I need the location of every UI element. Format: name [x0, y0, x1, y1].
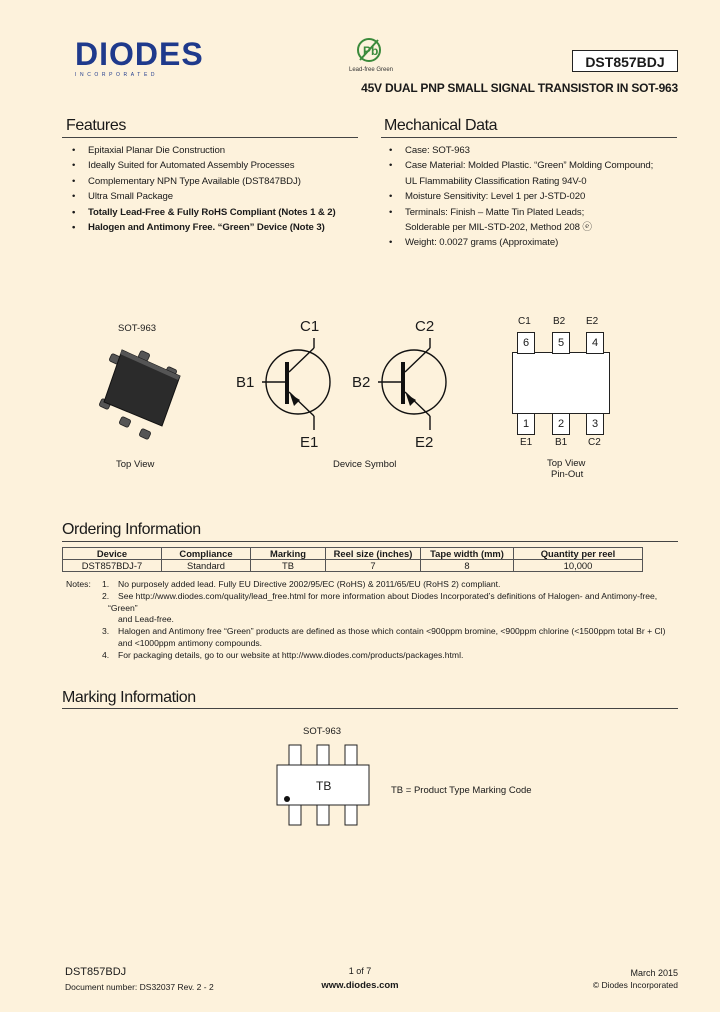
t2-collector-label: C2 — [415, 318, 435, 335]
part-number-box: DST857BDJ — [572, 50, 678, 72]
feature-item: • Complementary NPN Type Available (DST847BDJ) — [64, 174, 360, 189]
top-view-caption: Top View — [116, 459, 155, 470]
lead-free-badge — [346, 36, 396, 76]
pin-5: 5 — [552, 332, 570, 354]
mechanical-item — [381, 235, 681, 250]
note-text: and Lead-free. — [118, 614, 174, 625]
mechanical-item — [381, 205, 681, 236]
note-line — [66, 638, 676, 650]
footer-date: March 2015 — [630, 968, 678, 978]
table-cell: Standard — [162, 560, 251, 572]
table-cell: 7 — [326, 560, 421, 572]
footer-website-link[interactable]: www.diodes.com — [321, 980, 399, 991]
note-line — [66, 579, 676, 591]
t1-collector-label: C1 — [300, 318, 320, 335]
logo-text: DIODES — [75, 36, 204, 72]
pin-6: 6 — [517, 332, 535, 354]
table-cell: 8 — [421, 560, 514, 572]
note-line — [66, 626, 676, 638]
feature-item: • Ultra Small Package — [64, 189, 360, 204]
pin-2: 2 — [552, 413, 570, 435]
table-header: Marking — [251, 548, 326, 560]
t2-emitter-label: E2 — [415, 434, 434, 451]
pin-3: 3 — [586, 413, 604, 435]
table-cell: DST857BDJ-7 — [63, 560, 162, 572]
marking-code: TB — [316, 779, 332, 793]
mechanical-text-cont: UL Flammability Classification Rating 94V-0 — [405, 175, 587, 187]
pin-1: 1 — [517, 413, 535, 435]
note-number: 2. — [102, 590, 110, 601]
pin-4-name: E2 — [586, 316, 599, 327]
t1-emitter-label: E1 — [300, 434, 319, 451]
note-number: 1. — [102, 579, 110, 589]
feature-item: • Totally Lead-Free & Fully RoHS Compliant (Notes 1 & 2) — [64, 205, 360, 220]
feature-item: • Epitaxial Planar Die Construction — [64, 143, 360, 158]
marking-legend: TB = Product Type Marking Code — [391, 785, 532, 796]
footer-page-number: 1 of 7 — [348, 966, 372, 976]
lead-free-label: Lead-free Green — [348, 67, 394, 73]
diodes-logo — [75, 38, 205, 78]
ordering-table — [62, 547, 643, 572]
feature-item: • Ideally Suited for Automated Assembly Processes — [64, 158, 360, 173]
device-symbol-caption: Device Symbol — [333, 459, 397, 470]
ordering-divider — [62, 541, 678, 542]
pin-2-name: B1 — [555, 437, 568, 448]
note-text: For packaging details, go to our website at http://www.diodes.com/products/packages.html. — [118, 649, 464, 660]
table-header: Quantity per reel — [514, 548, 643, 560]
mechanical-item — [381, 143, 681, 158]
t1-base-label: B1 — [236, 374, 255, 391]
mechanical-text: Weight: 0.0027 grams (Approximate) — [405, 237, 559, 249]
mechanical-title: Mechanical Data — [384, 117, 498, 134]
pin-5-name: B2 — [553, 316, 566, 327]
features-title: Features — [66, 117, 126, 134]
table-header-row — [63, 548, 643, 560]
pin-3-name: C2 — [588, 437, 601, 448]
mechanical-divider — [381, 137, 677, 138]
package-drawing — [92, 340, 192, 445]
footer-part-number: DST857BDJ — [65, 966, 127, 978]
pin-1-name: E1 — [520, 437, 533, 448]
mechanical-list — [381, 143, 681, 251]
pin-4: 4 — [586, 332, 604, 354]
logo-subtext: INCORPORATED — [75, 72, 159, 78]
feature-item: • Halogen and Antimony Free. “Green” Device (Note 3) — [64, 220, 360, 235]
features-list — [64, 143, 360, 235]
table-cell: TB — [251, 560, 326, 572]
table-row — [63, 560, 643, 572]
page-subtitle: 45V DUAL PNP SMALL SIGNAL TRANSISTOR IN SOT-963 — [361, 81, 678, 95]
svg-text:Pb: Pb — [363, 44, 379, 58]
features-divider — [62, 137, 358, 138]
marking-divider — [62, 708, 678, 709]
mechanical-text: Terminals: Finish – Matte Tin Plated Leads; — [405, 206, 585, 218]
mechanical-item — [381, 189, 681, 204]
marking-title: Marking Information — [62, 689, 196, 706]
footer-document-number: Document number: DS32037 Rev. 2 - 2 — [65, 982, 214, 992]
note-line — [66, 591, 676, 615]
note-number: 4. — [102, 649, 110, 660]
table-header: Device — [63, 548, 162, 560]
marking-package-label: SOT-963 — [303, 726, 342, 737]
note-text: and <1000ppm antimony compounds. — [118, 637, 263, 648]
table-header: Compliance — [162, 548, 251, 560]
note-text: See http://www.diodes.com/quality/lead_free.html for more information about Diodes Incorporated’s definitions of Halogen- and Antimony-free, “Green” — [108, 590, 658, 613]
notes-label: Notes: — [66, 579, 91, 589]
package-label: SOT-963 — [118, 323, 157, 334]
note-line — [66, 614, 676, 626]
pin-6-name: C1 — [518, 316, 531, 327]
mechanical-item — [381, 158, 681, 189]
note-line — [66, 650, 676, 662]
mechanical-text: Case Material: Molded Plastic. “Green” Molding Compound; — [405, 160, 654, 172]
note-number: 3. — [102, 626, 110, 637]
mechanical-text: Case: SOT-963 — [405, 145, 470, 156]
table-header: Reel size (inches) — [326, 548, 421, 560]
pinout-caption-top: Top View — [547, 458, 586, 469]
pinout-caption-bottom: Pin-Out — [551, 469, 584, 480]
mechanical-text: Moisture Sensitivity: Level 1 per J-STD-020 — [405, 191, 586, 203]
table-header: Tape width (mm) — [421, 548, 514, 560]
t2-base-label: B2 — [352, 374, 371, 391]
lead-free-icon — [356, 36, 386, 64]
ordering-title: Ordering Information — [62, 521, 201, 538]
footer-copyright: © Diodes Incorporated — [592, 980, 678, 990]
ordering-notes — [66, 579, 676, 662]
note-text: No purposely added lead. Fully EU Directive 2002/95/EC (RoHS) & 2011/65/EU (RoHS 2) compliant. — [118, 579, 501, 589]
mechanical-text-cont: Solderable per MIL-STD-202, Method 208 ⓔ — [405, 222, 592, 234]
note-text: Halogen and Antimony free “Green” products are defined as those which contain <900ppm bromine, <900ppm chlorine (<1500ppm total Br + Cl) — [118, 626, 666, 637]
pinout-body — [512, 352, 610, 414]
table-cell: 10,000 — [514, 560, 643, 572]
